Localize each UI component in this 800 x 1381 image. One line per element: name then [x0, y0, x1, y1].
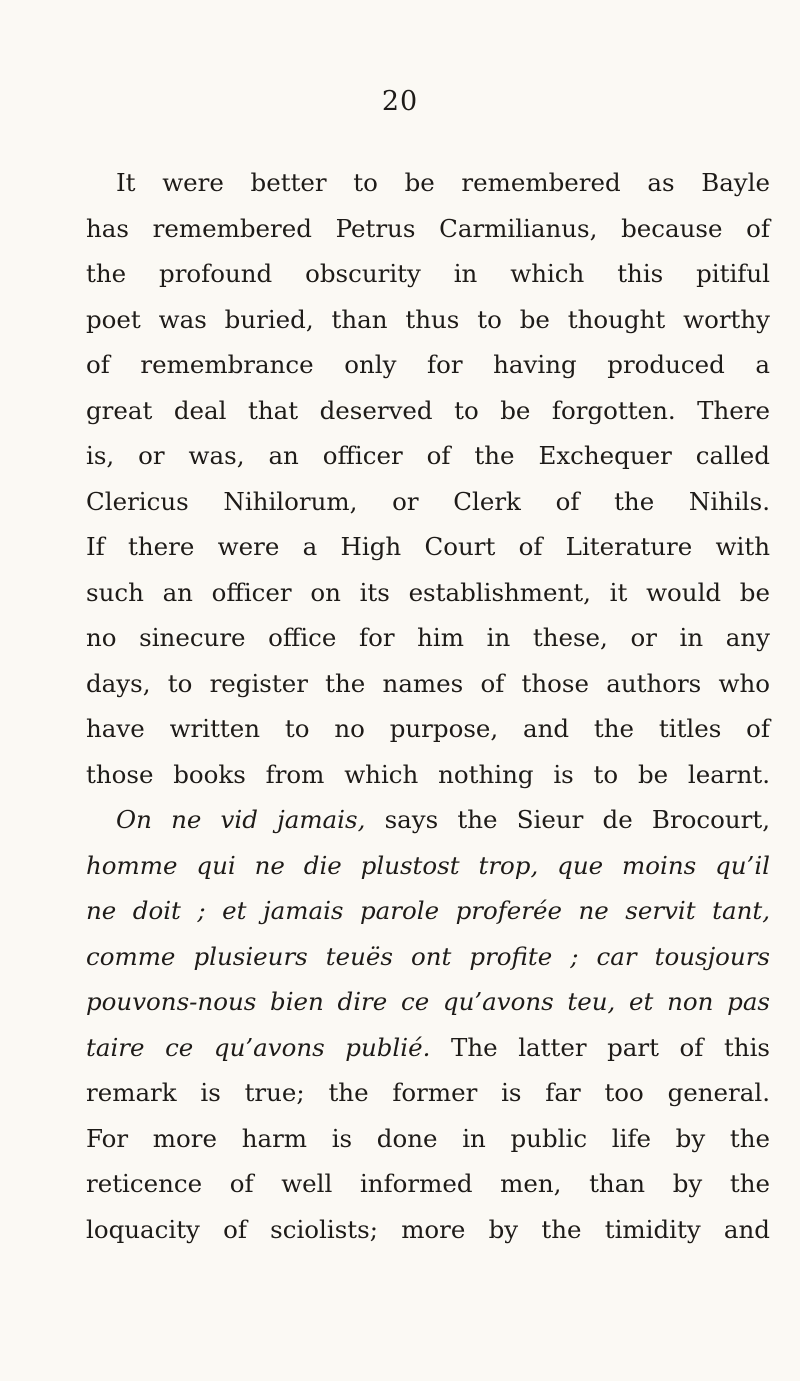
text-line: poet was buried, than thus to be thought worthy [86, 304, 770, 334]
text-line: For more harm is done in public life by the [86, 1123, 770, 1153]
text-line: is, or was, an officer of the Exchequer called [86, 441, 770, 470]
quote-line: pouvons-nous bien dire ce qu’avons teu, et non pas [86, 987, 770, 1016]
text-line: those books from which nothing is to be learnt. [86, 759, 770, 789]
text-line: the profound obscurity in which this pitiful [86, 259, 770, 288]
text-line: If there were a High Court of Literature with [86, 532, 770, 561]
text-line: It were better to be remembered as Bayle [116, 168, 770, 197]
text-line: have written to no purpose, and the titles of [86, 714, 770, 743]
quote-line: comme plusieurs teuës ont profite ; car tousjours [86, 941, 770, 971]
text-line: days, to register the names of those authors who [86, 668, 770, 698]
text-line-mixed [86, 797, 770, 843]
quote-italic: On ne vid jamais, [116, 805, 366, 834]
attribution-text: says the Sieur de Brocourt, [384, 805, 770, 834]
text-line: Clericus Nihilorum, or Clerk of the Nihils. [86, 486, 770, 516]
text-line-mixed [86, 1025, 770, 1071]
text-line: has remembered Petrus Carmilianus, because of [86, 213, 770, 243]
text-line: no sinecure office for him in these, or in any [86, 623, 770, 652]
text-line: such an officer on its establishment, it would be [86, 577, 770, 607]
text-segment: The latter part of this [450, 1032, 770, 1062]
page-number: 20 [381, 86, 419, 117]
quote-line: homme qui ne die plustost trop, que moins qu’il [86, 850, 770, 880]
body-text [86, 160, 770, 1252]
text-line: of remembrance only for having produced a [86, 350, 770, 379]
text-line: loquacity of sciolists; more by the timidity and [86, 1214, 770, 1244]
text-line: remark is true; the former is far too general. [86, 1078, 770, 1107]
text-line: great deal that deserved to be forgotten. There [86, 395, 770, 425]
quote-line: ne doit ; et jamais parole proferée ne servit tant, [86, 896, 770, 925]
text-line: reticence of well informed men, than by the [86, 1169, 770, 1198]
quote-italic: taire ce qu’avons publié. [86, 1032, 431, 1062]
